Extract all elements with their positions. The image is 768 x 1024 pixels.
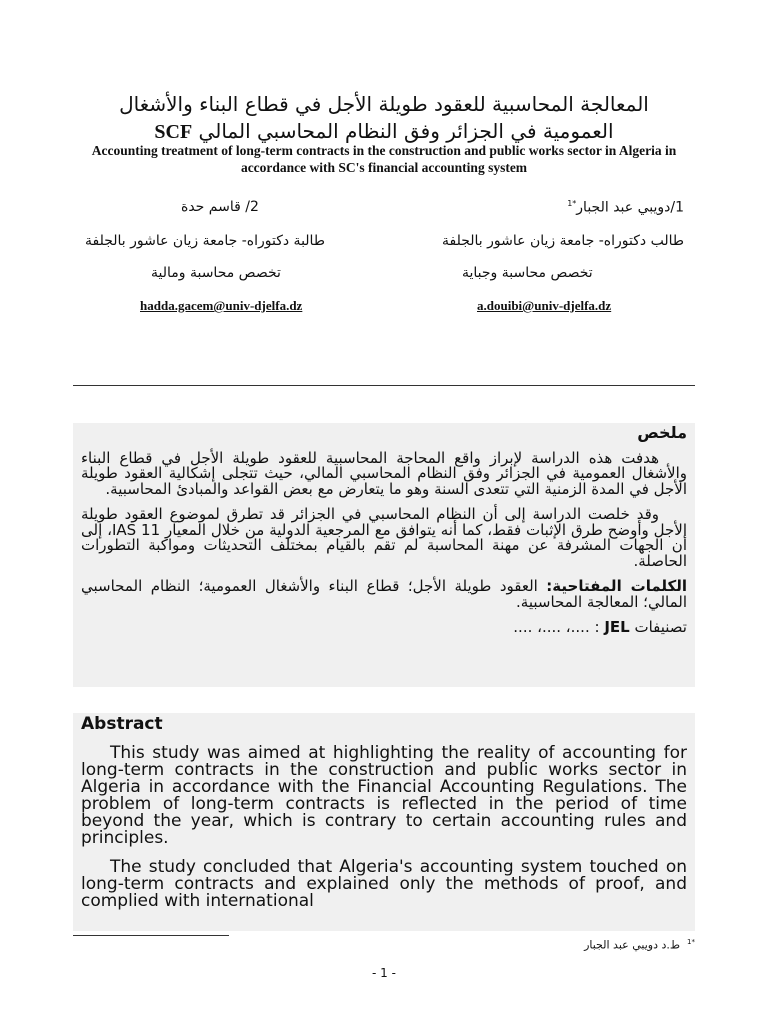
author-2-name: 2/ قاسم حدة (181, 199, 259, 215)
author-1-affiliation: طالب دكتوراه- جامعة زيان عاشور بالجلفة (442, 233, 684, 249)
author-1-marker: *1 (567, 199, 577, 208)
footnote-text: ط.د دويبي عبد الجبار (584, 938, 681, 952)
author-2-affiliation: طالبة دكتوراه- جامعة زيان عاشور بالجلفة (85, 233, 325, 249)
jel-classification: تصنيفات JEL : ....، ....، .... (513, 618, 687, 636)
abstract-arabic-box (73, 423, 695, 687)
author-2-specialty: تخصص محاسبة ومالية (151, 265, 281, 281)
title-arabic-line2 (60, 118, 708, 145)
jel-code: JEL (604, 618, 630, 636)
abstract-english-para2: The study concluded that Algeria's accounting system touched on long-term contracts and explained only the methods of proof, and complied with international (81, 857, 687, 911)
author-2-email[interactable]: hadda.gacem@univ-djelfa.dz (140, 298, 303, 313)
footnote-divider (73, 935, 229, 936)
title-arabic-line2-text: العمومية في الجزائر وفق النظام المحاسبي المالي (192, 119, 614, 143)
author-1-specialty: تخصص محاسبة وجباية (462, 265, 593, 281)
header-divider (73, 385, 695, 386)
page-number: - 1 - (372, 966, 396, 980)
title-arabic-line1: المعالجة المحاسبية للعقود طويلة الأجل في قطاع البناء والأشغال (119, 92, 649, 116)
abstract-arabic-heading: ملخص (637, 423, 687, 442)
abstract-arabic-para1: هدفت هذه الدراسة لإبراز واقع المحاجة المحاسبية للعقود طويلة الأجل في قطاع البناء والأشغال العمومية في الجزائر وفق النظام المحاسبي المالي، حيث تتجلى إشكالية العقود طويلة الأجل في المدة الزمنية التي تتعدى السنة وهو ما يتعارض مع بعض القواعد والمبادئ المحاسبية. (81, 448, 687, 498)
author-1-name: 1/دويبي عبد الجبار$^{*1}$ (567, 199, 684, 216)
title-english: Accounting treatment of long-term contracts in the construction and public works sector in Algeria in accordance with SC's financial accounting system (91, 143, 677, 175)
keywords-text: العقود طويلة الأجل؛ قطاع البناء والأشغال العمومية؛ النظام المحاسبي المالي؛ المعالجة المحاسبية. (81, 577, 687, 611)
footnote-marker: *1 (687, 938, 695, 946)
author-1-email[interactable]: a.douibi@univ-djelfa.dz (477, 298, 612, 313)
keywords-label: الكلمات المفتاحية: (546, 577, 688, 595)
abstract-english-box (73, 713, 695, 931)
keywords (81, 579, 687, 610)
abstract-english-para1: This study was aimed at highlighting the reality of accounting for long-term contracts in the construction and public works sector in Algeria in accordance with the Financial Accounting Regulations. The problem of long-term contracts is reflected in the period of time beyond the year, which is contrary to certain accounting rules and principles. (81, 743, 687, 848)
jel-value: : ....، ....، .... (513, 618, 605, 636)
footnote (584, 938, 695, 952)
title-scf: SCF (154, 121, 193, 143)
abstract-english-heading: Abstract (81, 714, 163, 734)
abstract-arabic-para2: وقد خلصت الدراسة إلى أن النظام المحاسبي في الجزائر قد تطرق لموضوع العقود طويلة الأجل وأوضح طرق الإثبات فقط، كما أنه يتوافق مع المرجعية الدولية من خلال المعيار IAS 11، إلى أن الجهات المشرفة عن مهنة المحاسبة لم تقم بالقيام بمختلف التحديثات ومواكبة التطورات الحاصلة. (81, 505, 688, 570)
